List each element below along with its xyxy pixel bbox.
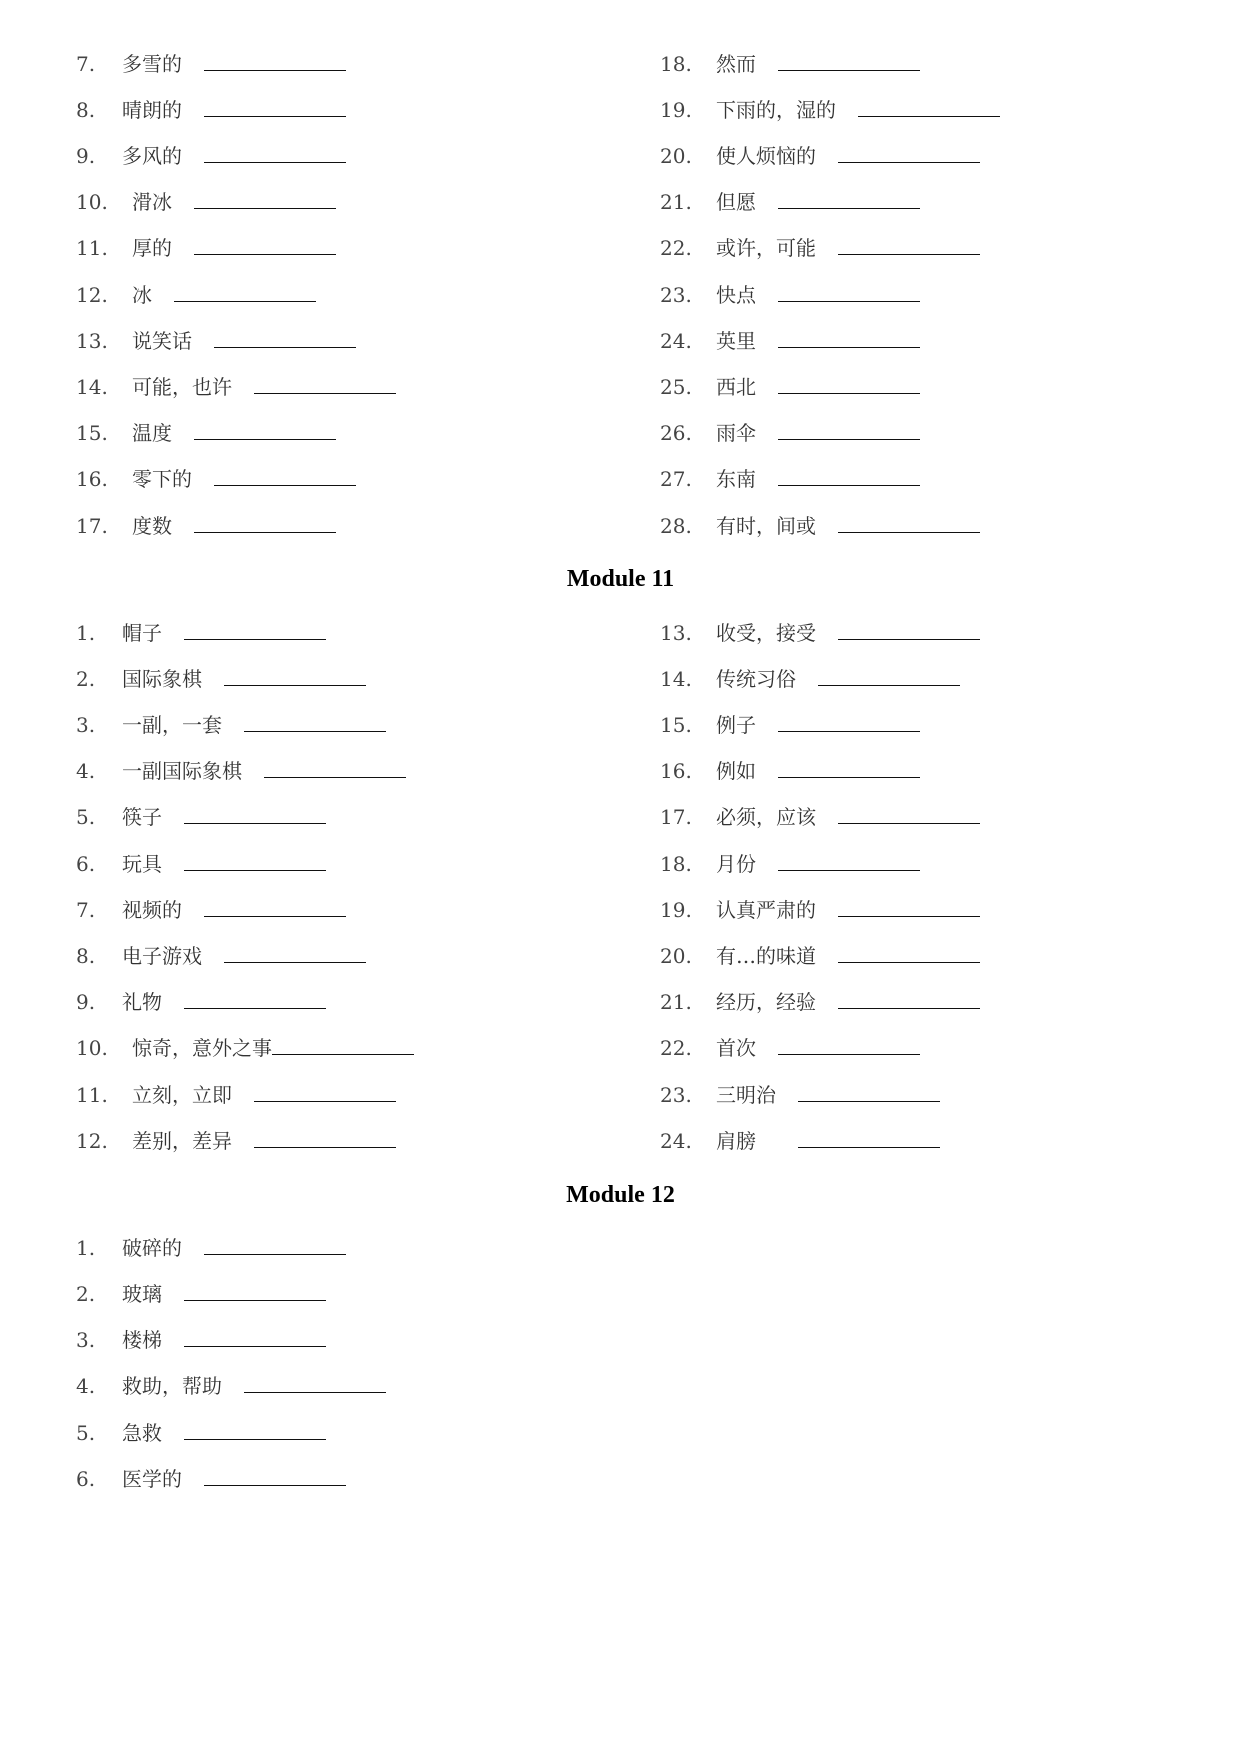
item-term: 收受，接受 — [716, 621, 816, 645]
vocab-item — [76, 801, 326, 831]
answer-blank[interactable] — [244, 1372, 386, 1393]
answer-blank[interactable] — [224, 665, 366, 686]
item-number: 11. — [76, 236, 108, 260]
vocab-item — [660, 94, 1000, 124]
answer-blank[interactable] — [184, 1326, 326, 1347]
item-number: 13. — [660, 621, 692, 645]
item-term: 一副国际象棋 — [122, 759, 242, 783]
vocab-item — [660, 617, 980, 647]
answer-blank[interactable] — [194, 419, 336, 440]
vocab-item — [660, 1032, 920, 1062]
item-number: 1. — [76, 621, 96, 645]
item-term: 礼物 — [122, 990, 162, 1014]
item-number: 22. — [660, 236, 692, 260]
item-term: 例子 — [716, 713, 756, 737]
item-term: 玩具 — [122, 852, 162, 876]
vocab-item — [76, 617, 326, 647]
item-number: 21. — [660, 190, 692, 214]
item-term: 电子游戏 — [122, 944, 202, 968]
vocab-item — [660, 663, 960, 693]
vocab-item — [76, 894, 346, 924]
vocab-item — [76, 510, 336, 540]
item-number: 12. — [76, 283, 108, 307]
vocab-item — [660, 510, 980, 540]
item-number: 23. — [660, 283, 692, 307]
item-number: 18. — [660, 852, 692, 876]
answer-blank[interactable] — [272, 1034, 414, 1055]
answer-blank[interactable] — [184, 850, 326, 871]
vocab-item — [660, 325, 920, 355]
answer-blank[interactable] — [174, 281, 316, 302]
item-number: 10. — [76, 1036, 108, 1060]
item-number: 7. — [76, 52, 96, 76]
item-number: 23. — [660, 1083, 692, 1107]
item-number: 17. — [660, 805, 692, 829]
item-term: 必须，应该 — [716, 805, 816, 829]
vocab-item — [76, 325, 356, 355]
answer-blank[interactable] — [204, 142, 346, 163]
item-number: 6. — [76, 1467, 96, 1491]
answer-blank[interactable] — [204, 96, 346, 117]
answer-blank[interactable] — [224, 942, 366, 963]
answer-blank[interactable] — [778, 419, 920, 440]
item-term: 帽子 — [122, 621, 162, 645]
vocab-item — [660, 894, 980, 924]
item-number: 20. — [660, 944, 692, 968]
item-term: 传统习俗 — [716, 667, 796, 691]
answer-blank[interactable] — [838, 896, 980, 917]
item-term: 下雨的，湿的 — [716, 98, 836, 122]
vocab-item — [76, 1125, 396, 1155]
item-term: 有…的味道 — [716, 944, 816, 968]
item-number: 19. — [660, 898, 692, 922]
item-number: 8. — [76, 944, 96, 968]
item-term: 破碎的 — [122, 1236, 182, 1260]
answer-blank[interactable] — [818, 665, 960, 686]
item-number: 8. — [76, 98, 96, 122]
vocab-item — [76, 48, 346, 78]
vocab-item — [660, 1125, 940, 1155]
item-number: 9. — [76, 144, 96, 168]
vocab-item — [660, 463, 920, 493]
item-number: 12. — [76, 1129, 108, 1153]
item-term: 快点 — [716, 283, 756, 307]
item-term: 雨伞 — [716, 421, 756, 445]
vocab-item — [76, 1370, 386, 1400]
answer-blank[interactable] — [838, 234, 980, 255]
answer-blank[interactable] — [214, 465, 356, 486]
item-number: 14. — [76, 375, 108, 399]
answer-blank[interactable] — [778, 281, 920, 302]
item-term: 零下的 — [132, 467, 192, 491]
answer-blank[interactable] — [194, 512, 336, 533]
answer-blank[interactable] — [778, 1034, 920, 1055]
item-term: 厚的 — [132, 236, 172, 260]
answer-blank[interactable] — [254, 1081, 396, 1102]
vocab-item — [76, 663, 366, 693]
answer-blank[interactable] — [778, 50, 920, 71]
item-term: 认真严肃的 — [716, 898, 816, 922]
item-term: 或许，可能 — [716, 236, 816, 260]
item-number: 21. — [660, 990, 692, 1014]
item-number: 25. — [660, 375, 692, 399]
item-term: 医学的 — [122, 1467, 182, 1491]
answer-blank[interactable] — [184, 803, 326, 824]
vocab-item — [660, 186, 920, 216]
answer-blank[interactable] — [778, 850, 920, 871]
item-number: 18. — [660, 52, 692, 76]
item-number: 27. — [660, 467, 692, 491]
module-11-heading: Module 11 — [566, 566, 675, 592]
vocab-item — [76, 1417, 326, 1447]
item-number: 16. — [76, 467, 108, 491]
item-number: 3. — [76, 1328, 96, 1352]
vocab-item — [76, 463, 356, 493]
item-term: 月份 — [716, 852, 756, 876]
answer-blank[interactable] — [858, 96, 1000, 117]
item-term: 例如 — [716, 759, 756, 783]
item-term: 多风的 — [122, 144, 182, 168]
answer-blank[interactable] — [254, 1127, 396, 1148]
answer-blank[interactable] — [184, 1419, 326, 1440]
vocab-item — [76, 1324, 326, 1354]
vocab-item — [660, 232, 980, 262]
answer-blank[interactable] — [204, 1465, 346, 1486]
vocab-item — [660, 940, 980, 970]
item-term: 楼梯 — [122, 1328, 162, 1352]
vocab-item — [660, 48, 920, 78]
item-number: 20. — [660, 144, 692, 168]
vocab-item — [76, 755, 406, 785]
item-number: 22. — [660, 1036, 692, 1060]
item-number: 26. — [660, 421, 692, 445]
item-number: 24. — [660, 1129, 692, 1153]
answer-blank[interactable] — [838, 803, 980, 824]
item-number: 7. — [76, 898, 96, 922]
answer-blank[interactable] — [778, 373, 920, 394]
answer-blank[interactable] — [264, 757, 406, 778]
answer-blank[interactable] — [204, 1234, 346, 1255]
item-term: 东南 — [716, 467, 756, 491]
answer-blank[interactable] — [778, 188, 920, 209]
answer-blank[interactable] — [194, 188, 336, 209]
item-number: 24. — [660, 329, 692, 353]
item-number: 11. — [76, 1083, 108, 1107]
item-term: 西北 — [716, 375, 756, 399]
vocab-item — [76, 1463, 346, 1493]
answer-blank[interactable] — [194, 234, 336, 255]
item-term: 一副，一套 — [122, 713, 222, 737]
vocab-item — [660, 986, 980, 1016]
vocab-item — [76, 940, 366, 970]
item-term: 玻璃 — [122, 1282, 162, 1306]
vocab-item — [660, 848, 920, 878]
answer-blank[interactable] — [778, 757, 920, 778]
item-term: 多雪的 — [122, 52, 182, 76]
answer-blank[interactable] — [838, 142, 980, 163]
vocab-item — [660, 279, 920, 309]
item-term: 度数 — [132, 514, 172, 538]
item-number: 16. — [660, 759, 692, 783]
item-number: 17. — [76, 514, 108, 538]
answer-blank[interactable] — [184, 988, 326, 1009]
vocab-item — [76, 709, 386, 739]
item-number: 1. — [76, 1236, 96, 1260]
item-term: 使人烦恼的 — [716, 144, 816, 168]
item-number: 15. — [660, 713, 692, 737]
vocab-item — [76, 417, 336, 447]
answer-blank[interactable] — [778, 465, 920, 486]
item-term: 首次 — [716, 1036, 756, 1060]
vocab-item — [76, 1278, 326, 1308]
answer-blank[interactable] — [778, 711, 920, 732]
answer-blank[interactable] — [204, 896, 346, 917]
item-number: 2. — [76, 667, 96, 691]
item-term: 肩膀 — [716, 1129, 756, 1153]
vocab-item — [76, 186, 336, 216]
item-term: 急救 — [122, 1421, 162, 1445]
item-number: 4. — [76, 759, 96, 783]
answer-blank[interactable] — [184, 619, 326, 640]
item-term: 英里 — [716, 329, 756, 353]
answer-blank[interactable] — [214, 327, 356, 348]
item-number: 19. — [660, 98, 692, 122]
answer-blank[interactable] — [798, 1081, 940, 1102]
answer-blank[interactable] — [244, 711, 386, 732]
item-number: 5. — [76, 805, 96, 829]
item-term: 救助，帮助 — [122, 1374, 222, 1398]
item-number: 5. — [76, 1421, 96, 1445]
item-number: 14. — [660, 667, 692, 691]
vocab-item — [76, 986, 326, 1016]
item-number: 28. — [660, 514, 692, 538]
item-number: 10. — [76, 190, 108, 214]
item-term: 但愿 — [716, 190, 756, 214]
vocab-item — [660, 755, 920, 785]
answer-blank[interactable] — [838, 512, 980, 533]
answer-blank[interactable] — [778, 327, 920, 348]
item-term: 三明治 — [716, 1083, 776, 1107]
answer-blank[interactable] — [204, 50, 346, 71]
vocab-item — [660, 140, 980, 170]
vocab-item — [76, 140, 346, 170]
vocab-item — [76, 371, 396, 401]
item-term: 然而 — [716, 52, 756, 76]
vocab-item — [660, 801, 980, 831]
item-number: 9. — [76, 990, 96, 1014]
vocab-item — [660, 371, 920, 401]
vocab-item — [76, 1032, 414, 1062]
item-term: 说笑话 — [132, 329, 192, 353]
vocab-item — [660, 1079, 940, 1109]
item-term: 视频的 — [122, 898, 182, 922]
item-number: 15. — [76, 421, 108, 445]
vocab-item — [76, 232, 336, 262]
item-term: 滑冰 — [132, 190, 172, 214]
answer-blank[interactable] — [838, 619, 980, 640]
item-term: 经历，经验 — [716, 990, 816, 1014]
item-term: 冰 — [132, 283, 152, 307]
vocab-item — [76, 848, 326, 878]
answer-blank[interactable] — [798, 1127, 940, 1148]
vocab-item — [660, 417, 920, 447]
vocab-item — [76, 1079, 396, 1109]
vocab-item — [660, 709, 920, 739]
vocab-item — [76, 1232, 346, 1262]
item-term: 晴朗的 — [122, 98, 182, 122]
item-number: 13. — [76, 329, 108, 353]
item-term: 有时，间或 — [716, 514, 816, 538]
item-number: 6. — [76, 852, 96, 876]
vocab-item — [76, 94, 346, 124]
answer-blank[interactable] — [184, 1280, 326, 1301]
answer-blank[interactable] — [838, 988, 980, 1009]
answer-blank[interactable] — [838, 942, 980, 963]
module-12-heading: Module 12 — [566, 1182, 675, 1208]
item-term: 立刻，立即 — [132, 1083, 232, 1107]
item-number: 4. — [76, 1374, 96, 1398]
item-term: 差别，差异 — [132, 1129, 232, 1153]
item-term: 温度 — [132, 421, 172, 445]
item-number: 3. — [76, 713, 96, 737]
vocab-item — [76, 279, 316, 309]
answer-blank[interactable] — [254, 373, 396, 394]
item-term: 惊奇，意外之事 — [132, 1036, 272, 1060]
item-number: 2. — [76, 1282, 96, 1306]
item-term: 筷子 — [122, 805, 162, 829]
item-term: 可能，也许 — [132, 375, 232, 399]
item-term: 国际象棋 — [122, 667, 202, 691]
